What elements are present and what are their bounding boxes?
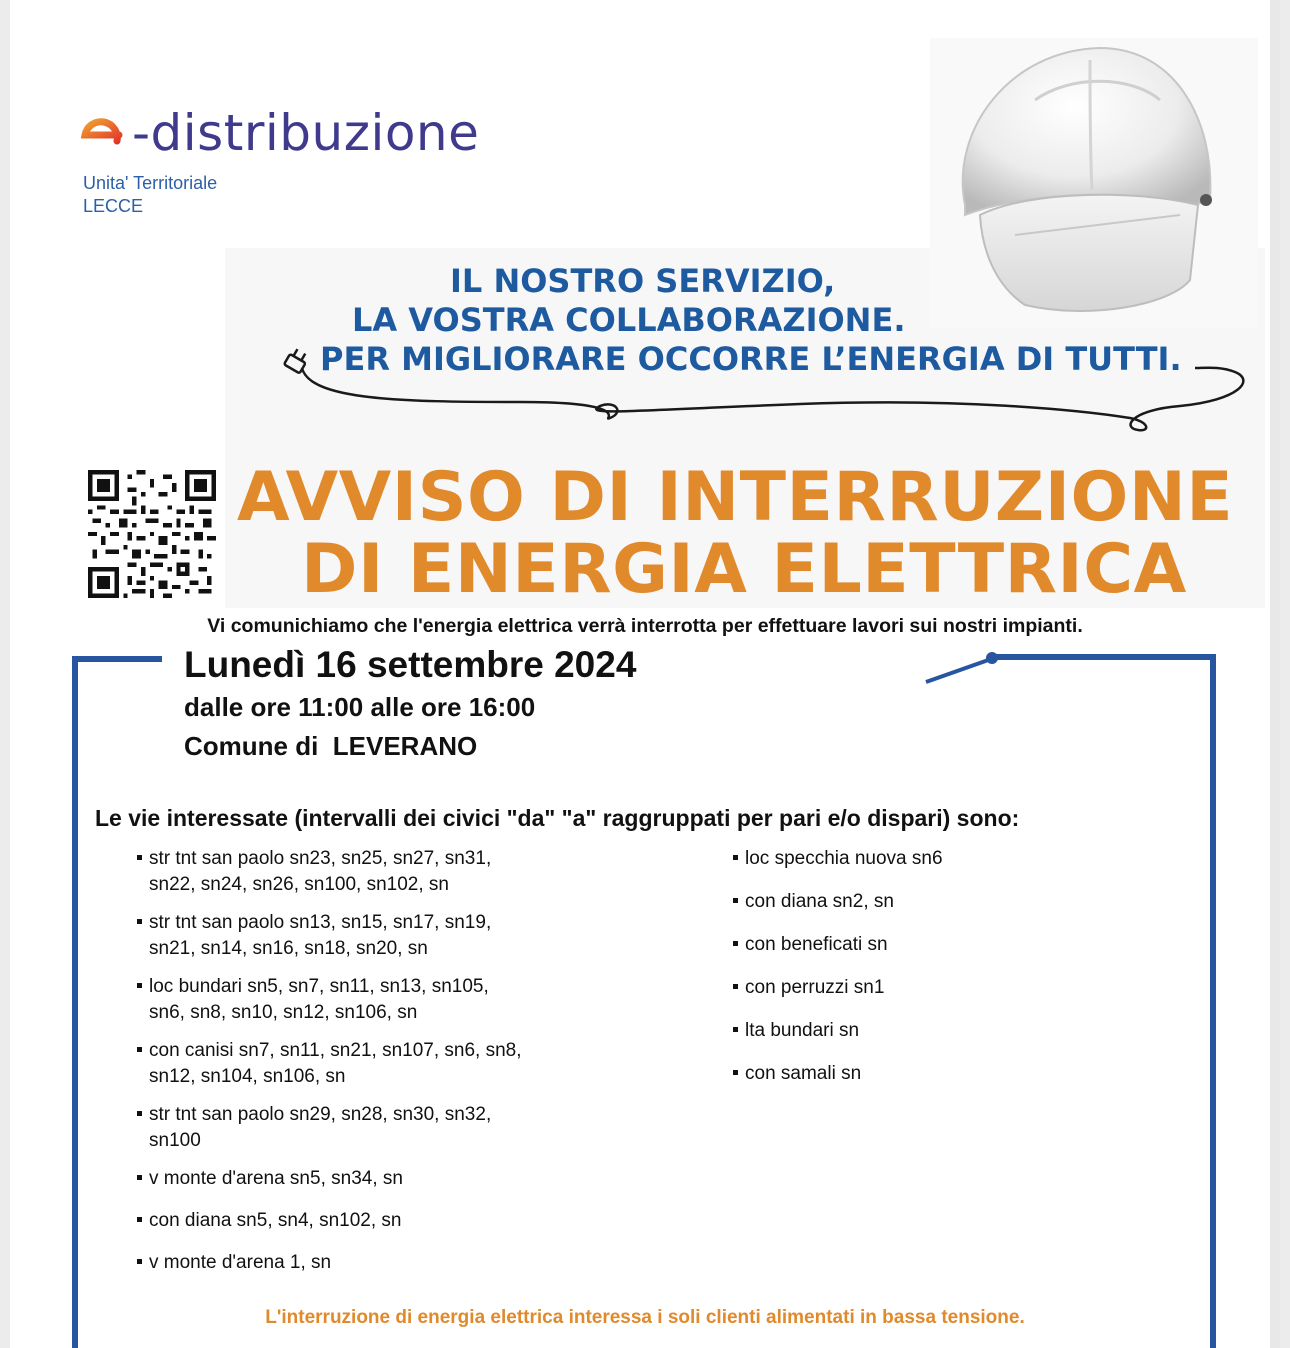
street-text: str tnt san paolo sn13, sn15, sn17, sn19, sn21, sn14, sn16, sn18, sn20, sn [149,912,492,959]
list-item [134,1250,634,1276]
bullet-icon [733,1027,738,1032]
bullet-icon [733,898,738,903]
list-item [730,1061,1130,1087]
list-item [134,1208,634,1234]
notice-page [10,0,1280,1348]
notice-title [235,458,1265,609]
list-item [730,1018,1130,1044]
street-text: str tnt san paolo sn29, sn28, sn30, sn32, sn100 [149,1104,492,1151]
unit-line-2: LECCE [83,196,144,216]
slogan-line-3: PER MIGLIORARE OCCORRE L’ENERGIA DI TUTTI. [320,340,1182,378]
frame-left-border [72,656,78,1348]
page-edge [1270,0,1280,1348]
qr-code-icon[interactable] [88,470,216,598]
street-text: con beneficati sn [745,934,888,955]
streets-heading: Le vie interessate (intervalli dei civici "da" "a" raggruppati per pari e/o dispari) sono: [95,805,1020,831]
street-text: str tnt san paolo sn23, sn25, sn27, sn31, sn22, sn24, sn26, sn100, sn102, sn [149,848,492,895]
street-text: lta bundari sn [745,1020,860,1041]
brand-logo [76,98,479,168]
territorial-unit [83,172,217,218]
bullet-icon [137,1175,142,1180]
bullet-icon [137,855,142,860]
bullet-icon [733,941,738,946]
bullet-icon [137,919,142,924]
streets-list-left [134,846,634,1292]
unit-line-1: Unita' Territoriale [83,173,218,193]
streets-list-right [730,846,1130,1104]
street-text: con diana sn5, sn4, sn102, sn [149,1210,402,1231]
street-text: v monte d'arena sn5, sn34, sn [149,1168,403,1189]
slogan-line-1: IL NOSTRO SERVIZIO, [450,262,836,300]
list-item [134,1102,634,1154]
list-item [134,846,634,898]
frame-right-border [1210,654,1216,1348]
interruption-hours: dalle ore 11:00 alle ore 16:00 [184,692,536,722]
list-item [134,1038,634,1090]
list-item [134,974,634,1026]
bullet-icon [733,1070,738,1075]
street-text: v monte d'arena 1, sn [149,1252,332,1273]
title-line-2: DI ENERGIA ELETTRICA [301,530,1187,609]
bullet-icon [137,1047,142,1052]
street-text: con perruzzi sn1 [745,977,885,998]
bullet-icon [733,984,738,989]
list-item [134,910,634,962]
list-item [730,932,1130,958]
frame-top-right-border [990,654,1216,660]
street-text: loc specchia nuova sn6 [745,848,943,869]
street-text: con canisi sn7, sn11, sn21, sn107, sn6, sn8, sn12, sn104, sn106, sn [149,1040,522,1087]
intro-text: Vi comunichiamo che l'energia elettrica verrà interrotta per effettuare lavori sui nostri impianti. [207,615,1083,637]
low-voltage-note: L'interruzione di energia elettrica interessa i soli clienti alimentati in bassa tensione. [265,1307,1025,1328]
street-text: con samali sn [745,1063,862,1084]
frame-top-left-border [72,656,162,662]
bullet-icon [733,855,738,860]
slogan-line-2: LA VOSTRA COLLABORAZIONE. [352,301,906,339]
brand-name: -distribuzione [132,104,480,162]
list-item [730,846,1130,872]
interruption-date: Lunedì 16 settembre 2024 [184,644,637,685]
bullet-icon [137,1111,142,1116]
plug-cable-icon [280,340,1270,440]
title-line-1: AVVISO DI INTERRUZIONE [237,458,1234,537]
bullet-icon [137,1217,142,1222]
list-item [730,889,1130,915]
street-text: loc bundari sn5, sn7, sn11, sn13, sn105, sn6, sn8, sn10, sn12, sn106, sn [149,976,489,1023]
street-text: con diana sn2, sn [745,891,894,912]
bullet-icon [137,983,142,988]
list-item [730,975,1130,1001]
bullet-icon [137,1259,142,1264]
list-item [134,1166,634,1192]
municipality: Comune di LEVERANO [184,731,478,761]
frame-connector-icon [922,648,1002,688]
e-logo-icon [76,108,126,158]
